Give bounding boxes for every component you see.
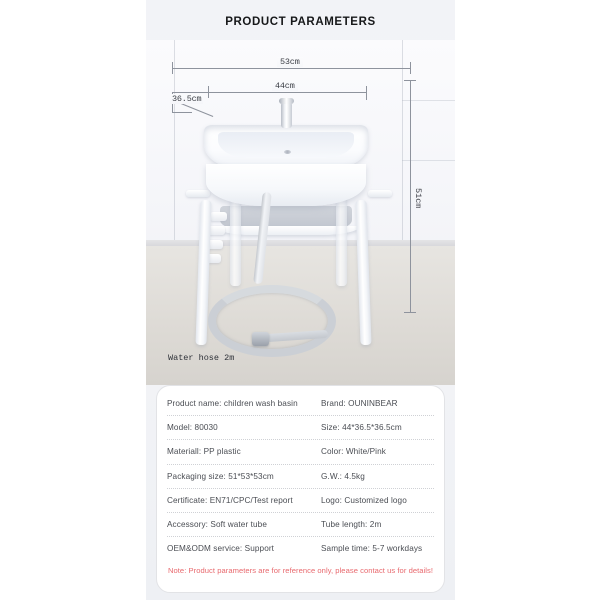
dim-tick-inner-left xyxy=(208,86,209,98)
spec-packaging-size: Packaging size: 51*53*53cm xyxy=(167,471,274,481)
spec-oem-odm-service: OEM&ODM service: Support xyxy=(167,544,275,554)
dim-line-depth-top xyxy=(172,92,208,93)
dim-tick-height-top xyxy=(404,80,416,81)
table-row xyxy=(167,392,434,416)
dim-tick-outer-right xyxy=(410,62,411,74)
wall-seam-left xyxy=(174,40,175,245)
spec-tube-length: Tube length: 2m xyxy=(321,520,382,530)
wall-seam-right xyxy=(402,40,403,245)
table-row xyxy=(167,537,434,560)
spec-product-name: Product name: children wash basin xyxy=(167,399,298,409)
water-hose-connector xyxy=(252,332,269,346)
table-row xyxy=(167,489,434,513)
towel-bar-right xyxy=(368,190,392,197)
spec-accessory: Accessory: Soft water tube xyxy=(167,520,267,530)
spec-gross-weight: G.W.: 4.5kg xyxy=(321,471,365,481)
side-slat-1 xyxy=(210,212,227,221)
spec-brand: Brand: OUNINBEAR xyxy=(321,399,398,409)
table-row xyxy=(167,513,434,537)
page-title: PRODUCT PARAMETERS xyxy=(225,16,376,28)
spec-model: Model: 80030 xyxy=(167,423,218,433)
basin-apron xyxy=(206,164,366,206)
dim-label-inner-width: 44cm xyxy=(272,81,298,91)
spec-color: Color: White/Pink xyxy=(321,447,386,457)
dim-line-depth-bottom xyxy=(172,112,192,113)
water-hose-callout-label: Water hose 2m xyxy=(168,353,235,363)
table-row xyxy=(167,465,434,489)
dim-tick-inner-right xyxy=(366,86,367,100)
basin-inner-basin xyxy=(218,132,354,158)
spec-table-card xyxy=(156,385,445,593)
spec-logo: Logo: Customized logo xyxy=(321,495,407,505)
dim-line-height xyxy=(410,80,411,312)
towel-bar-left xyxy=(186,190,210,197)
dim-tick-outer-left xyxy=(172,62,173,74)
content-panel xyxy=(146,0,455,600)
spec-disclaimer-note: Note: Product parameters are for reference only, please contact us for details! xyxy=(167,566,434,576)
leg-back-left xyxy=(230,190,241,286)
spec-material: Materiall: PP plastic xyxy=(167,447,241,457)
table-row xyxy=(167,440,434,464)
spec-certificate: Certificate: EN71/CPC/Test report xyxy=(167,495,293,505)
dim-label-height: 51cm xyxy=(413,188,423,209)
spec-sample-time: Sample time: 5-7 workdays xyxy=(321,544,423,554)
dim-label-outer-width: 53cm xyxy=(277,57,303,67)
faucet-spout xyxy=(279,98,294,104)
dim-line-inner-width xyxy=(208,92,366,93)
dim-tick-height-bottom xyxy=(404,312,416,313)
faucet xyxy=(281,102,292,128)
water-hose-coil xyxy=(208,285,336,357)
basin-drain xyxy=(284,150,291,154)
table-row xyxy=(167,416,434,440)
dim-label-depth: 36.5cm xyxy=(172,94,202,104)
spec-size: Size: 44*36.5*36.5cm xyxy=(321,423,402,433)
leg-back-right xyxy=(336,190,347,286)
dim-line-outer-width xyxy=(172,68,410,69)
